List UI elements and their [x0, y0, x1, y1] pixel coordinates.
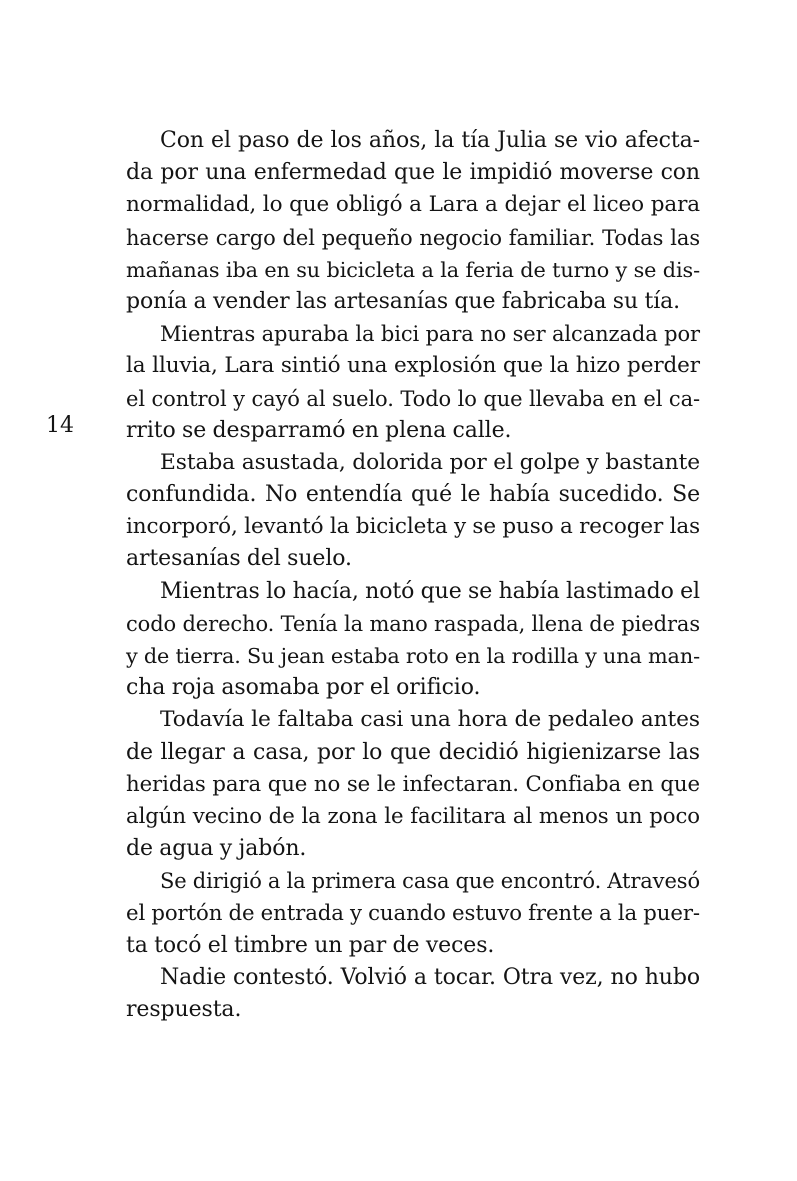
page-number: 14 — [46, 413, 74, 438]
text-line: codo derecho. Tenía la mano raspada, llena de piedras — [126, 611, 700, 636]
text-line: ta tocó el timbre un par de veces. — [126, 932, 495, 958]
text-line: incorporó, levantó la bicicleta y se puso a recoger las — [126, 514, 700, 540]
body-text — [126, 125, 700, 1026]
text-line: de agua y jabón. — [126, 836, 307, 862]
text-line: Todavía le faltaba casi una hora de pedaleo antes — [160, 707, 700, 733]
paragraph — [126, 447, 700, 576]
text-line: Mientras lo hacía, notó que se había lastimado el — [160, 578, 700, 604]
paragraph — [126, 318, 700, 447]
text-line: da por una enfermedad que le impidió moverse con — [126, 160, 700, 186]
text-line: mañanas iba en su bicicleta a la feria de turno y se dis- — [126, 257, 700, 282]
text-line: artesanías del suelo. — [126, 546, 352, 572]
paragraph — [126, 962, 700, 1026]
text-line: heridas para que no se le infectaran. Confiaba en que — [126, 771, 700, 797]
text-line: normalidad, lo que obligó a Lara a dejar el liceo para — [126, 192, 700, 218]
text-line: Nadie contestó. Volvió a tocar. Otra vez, no hubo — [160, 964, 700, 990]
text-line: Se dirigió a la primera casa que encontró. Atravesó — [160, 869, 700, 894]
text-line: respuesta. — [126, 997, 242, 1023]
text-line: el portón de entrada y cuando estuvo frente a la puer- — [126, 900, 700, 926]
text-line: Con el paso de los años, la tía Julia se vio afecta- — [160, 128, 700, 153]
text-line: algún vecino de la zona le facilitara al menos un poco — [126, 803, 700, 829]
text-line: rrito se desparramó en plena calle. — [126, 417, 512, 443]
paragraph — [126, 125, 700, 318]
text-line: Estaba asustada, dolorida por el golpe y bastante — [160, 449, 700, 475]
text-line: cha roja asomaba por el orificio. — [126, 675, 481, 701]
paragraph — [126, 704, 700, 865]
text-line: el control y cayó al suelo. Todo lo que llevaba en el ca- — [126, 386, 700, 411]
paragraph — [126, 865, 700, 962]
text-line: y de tierra. Su jean estaba roto en la rodilla y una man- — [126, 644, 700, 668]
text-line: hacerse cargo del pequeño negocio familiar. Todas las — [126, 225, 700, 250]
text-line: confundida. No entendía qué le había sucedido. Se — [126, 482, 700, 508]
text-line: ponía a vender las artesanías que fabricaba su tía. — [126, 288, 681, 314]
text-line: la lluvia, Lara sintió una explosión que la hizo perder — [126, 353, 700, 379]
paragraph — [126, 576, 700, 705]
text-line: de llegar a casa, por lo que decidió higienizarse las — [126, 739, 700, 765]
text-line: Mientras apuraba la bici para no ser alcanzada por — [160, 322, 700, 347]
